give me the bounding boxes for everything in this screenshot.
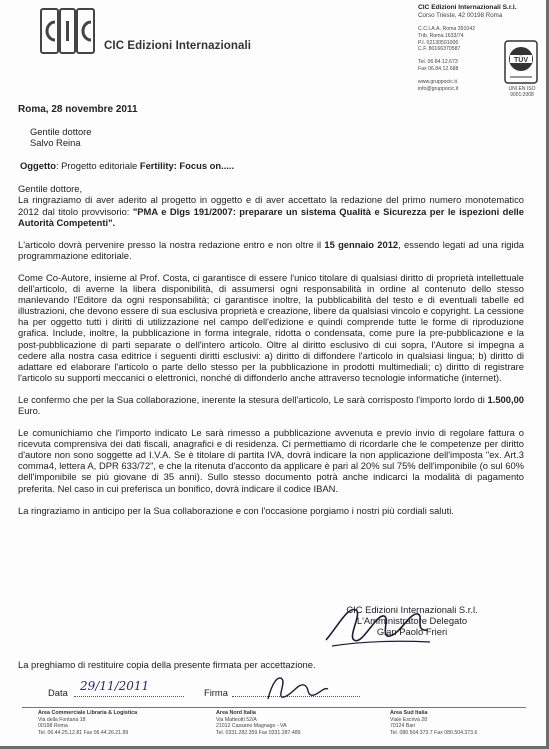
acceptance-request: La preghiamo di restituire copia della presente firmata per accettazione. [18, 659, 316, 670]
date-label: Data [48, 687, 68, 698]
footer-col2-line3: Tel. 0331.282.359 Fax 0331.287.489 [216, 729, 301, 736]
paragraph-5: Le comunichiamo che l'importo indicato Le sarà rimesso a pubblicazione avvenuta e previo invio di regolare fattura o ricevuta comprensiva dei dati fiscali, anagrafici e di residenza. Ci permettiamo di ricordarle che le competenze per diritto d'autore non sono soggette ad I.V.A. Se è titolare di partita IVA, dovrà indicare la non applicazione dell'imposta "ex. Art.3 comma4, lettera A, DPR 633/72", e che la ritenuta d'acconto da applicare è pari al 20% sul 75% dell'imponibile (o sul 60% dell'imponibile se più giovane di 35 anni). Sullo stesso documento potrà anche indicarci la modalità di pagamento preferita. Nel caso in cui preferisca un bonifico, dovrà indicare il codice IBAN. [18, 427, 524, 494]
signature-label: Firma [204, 687, 228, 698]
deadline-date: 15 gennaio 2012 [324, 238, 399, 250]
paragraph-2-text-b: , essendo legati ad una rigida programmazione editoriale. [18, 238, 524, 261]
paragraph-2-text-a: L'articolo dovrà pervenire presso la nostra redazione entro e non oltre il [18, 238, 325, 250]
fee-amount: 1.500,00 [487, 393, 524, 405]
footer-area-commerciale [38, 710, 198, 736]
footer-col1-line3: Tel. 06.44.25.12.81 Fax 06.44.26.21.89 [38, 729, 129, 736]
company-address: Corso Trieste, 42 00198 Roma [418, 12, 503, 19]
paragraph-4 [18, 394, 524, 416]
company-web: www.gruppocic.it [418, 78, 457, 85]
footer-divider [22, 707, 526, 708]
company-tel: Tel. 06.84.12.673 [418, 59, 458, 66]
footer-col2-line2: 21012 Cassano Magnago - VA [216, 723, 287, 730]
signature-name: Gian Paolo Frieri [376, 626, 448, 637]
company-legal-name: CIC Edizioni Internazionali S.r.l. [418, 4, 517, 11]
company-cf: C.F. 80166370587 [418, 46, 461, 53]
footer-col2-title: Area Nord Italia [216, 710, 256, 716]
letter-body [18, 104, 524, 516]
company-email: info@gruppocic.it [418, 85, 459, 92]
paragraph-4-text-a: Le confermo che per la Sua collaborazione, inerente la stesura dell'articolo, Le sarà corrisposto l'importo lordo di [18, 393, 488, 405]
subject-label: Oggetto [20, 160, 56, 172]
footer-area-nord [216, 710, 366, 736]
paragraph-3: Come Co-Autore, insieme al Prof. Costa, ci garantisce di essere l'unico titolare di qualsiasi diritto di proprietà intellettuale dell'articolo, di averne la libera disponibilità, di assumersi ogni responsabilità in ordine al contenuto dello stesso manlevando l'Editore da ogni responsabilità; ci garantisce inoltre, la pubblicabilità del testo e di eventuali tabelle ed illustrazioni, che devono essere di sua esclusiva proprietà e creazione, libere da qualsiasi vincolo e copyright. La cessione ha per oggetto tutti i diritti di utilizzazione nel campo dell'edizione e quindi comprende tutte le forme di riproduzione grafica. Include, inoltre, la pubblicazione in forma integrale, ridotta o condensata, come pure la pre-pubblicazione e la post-pubblicazione di parti separate o dell'intero articolo. Oltre al diritto esclusivo di cui sopra, l'Autore si impegna a cedere alla nostra casa editrice i seguenti diritti esclusivi: a) diritto di diffondere l'articolo in qualsiasi lingua; b) diritto di adattare ed elaborare l'articolo o parte dello stesso per la pubblicazione in prodotti multimediali; c) diritto di registrare l'articolo su supporti meccanici o elettronici, nonché di diffonderlo anche attraverso tecnologie informatiche (internet). [18, 271, 525, 383]
paragraph-2 [18, 239, 524, 261]
subject-title: Fertility: Focus on..... [139, 160, 235, 172]
subject-text: : Progetto editoriale [55, 160, 140, 172]
signature-company: CIC Edizioni Internazionali S.r.l. [346, 604, 478, 615]
tuv-certification-icon [504, 40, 538, 92]
footer-col1-title: Area Commerciale Libraria & Logistica [38, 710, 138, 716]
recipient-signature-icon [262, 673, 332, 703]
cic-logo-icon [40, 8, 96, 54]
acceptance-row [18, 681, 524, 705]
letter-subject [20, 160, 524, 171]
tuv-mark-text: TÜV [514, 57, 528, 64]
recipient-name: Salvo Reina [30, 137, 81, 149]
iso-line-2: 9001:2008 [510, 92, 534, 98]
footer-col1-line2: 00198 Roma [38, 723, 68, 730]
footer-col3-title: Area Sud Italia [390, 710, 428, 716]
company-name: CIC Edizioni Internazionali [104, 40, 252, 52]
footer-area-sud [390, 710, 530, 736]
footer-col3-line3: Tel. 080.504.373.7 Fax 080.504.373.6 [390, 729, 478, 736]
letter-date: Roma, 28 novembre 2011 [18, 104, 138, 115]
company-cciaa: C.C.I.A.A. Roma 391042 [418, 26, 476, 32]
iso-line-1: UNI EN ISO [508, 86, 536, 92]
company-fax: Fax 06.84.12.688 [418, 65, 459, 72]
date-line [74, 696, 184, 697]
paragraph-1-text: La ringraziamo di aver aderito al progetto in oggetto e di aver accettato la redazione del primo numero monotematico 2012 dal titolo provvisorio: [18, 194, 524, 217]
iso-certification-text [500, 86, 544, 98]
paragraph-1-title: "PMA e Dlgs 191/2007: preparare un sistema Qualità e Sicurezza per le ispezioni delle Autorità Competenti". [18, 205, 524, 228]
paragraph-1 [18, 194, 524, 227]
company-piva: P.I. 02130501006 [418, 39, 459, 46]
company-trib: Trib. Roma 1633/74 [418, 32, 464, 39]
salutation: Gentile dottore, [18, 183, 83, 195]
footer-col3-line1: Viale Escrivà 28 [390, 716, 428, 723]
handwritten-date: 29/11/2011 [80, 679, 150, 693]
recipient-title: Gentile dottore [30, 126, 92, 138]
footer-col3-line2: 70124 Bari [390, 723, 416, 730]
signature-role: L'Amministratore Delegato [356, 615, 468, 626]
paragraph-6: La ringraziamo in anticipo per la Sua collaborazione e con l'occasione porgiamo i nostri più cordiali saluti. [18, 504, 454, 516]
paragraph-4-text-b: Euro. [18, 404, 41, 416]
handwritten-signature-icon [318, 596, 438, 652]
footer-col2-line1: Via Matteotti 52/A [216, 716, 257, 723]
footer-col1-line1: Via della Fontana 18 [38, 716, 86, 723]
